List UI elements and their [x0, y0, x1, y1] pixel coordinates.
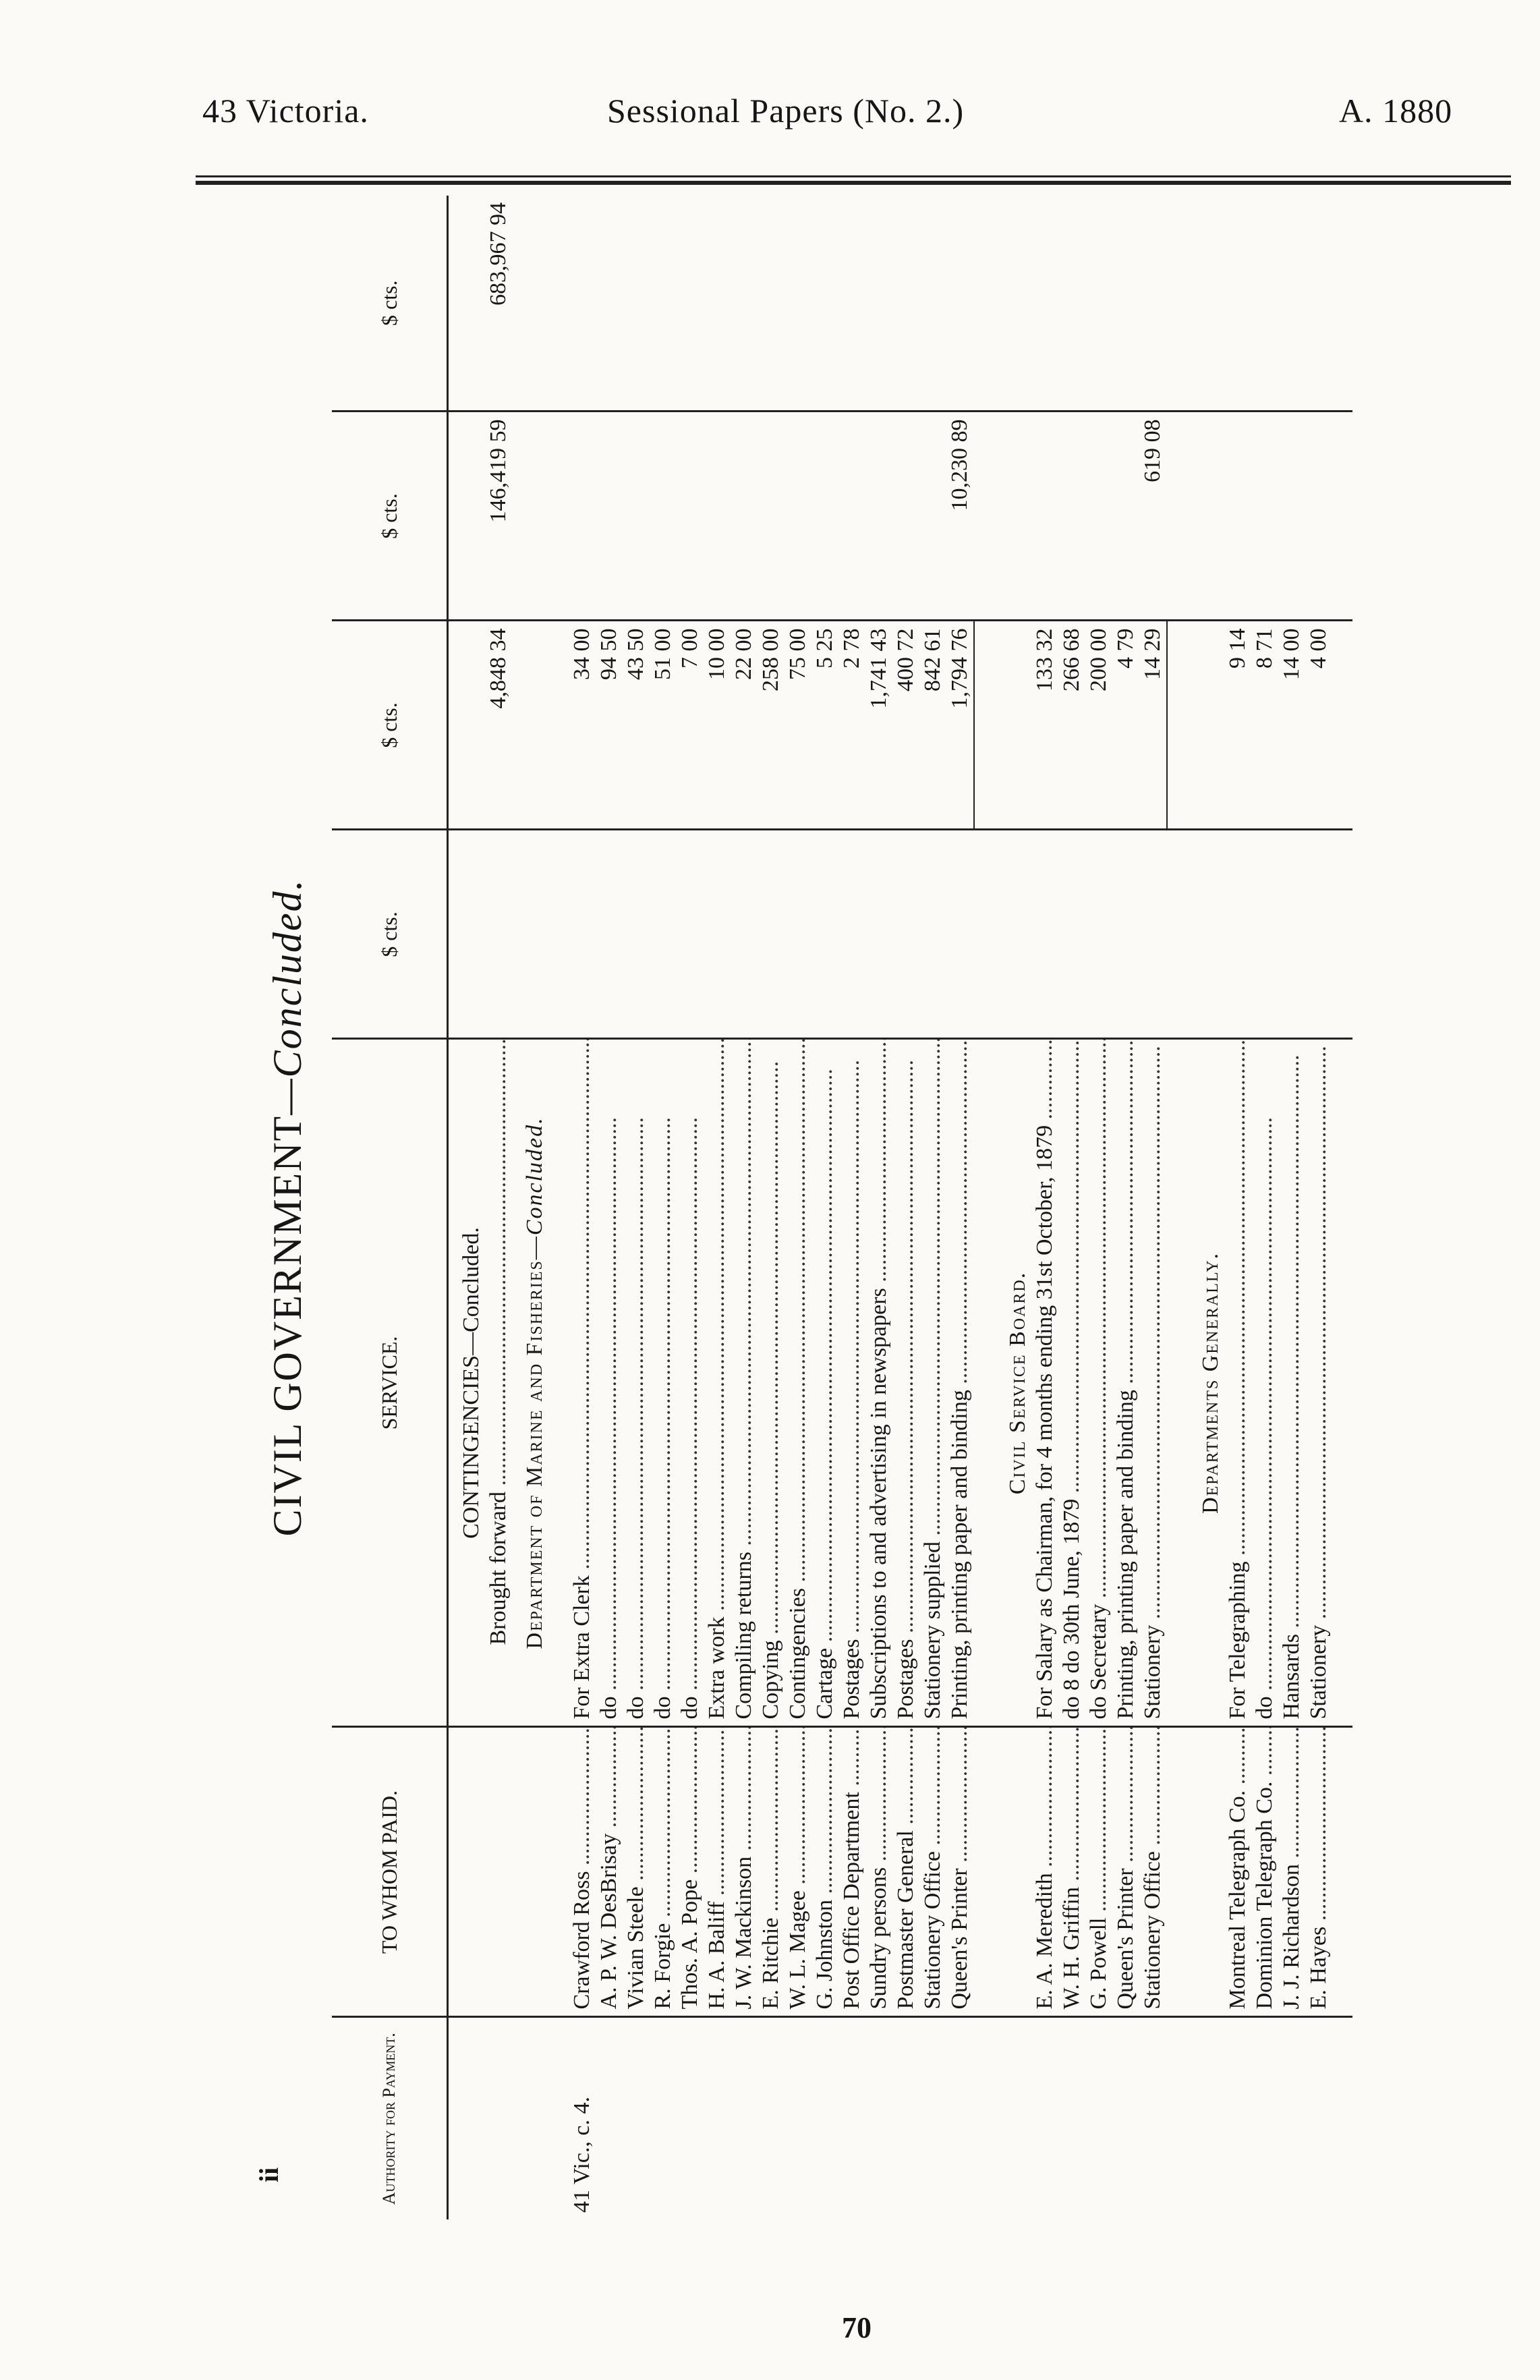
contingencies-heading: CONTINGENCIES—Concluded. [448, 1039, 486, 1727]
blank-money-cell [1278, 196, 1305, 412]
blank-money-cell [758, 196, 785, 412]
amount-cell: 842 61 [919, 621, 946, 830]
payee-cell: Vivian Steele ..... [623, 1727, 650, 2017]
authority-cell [596, 2017, 623, 2219]
spacer-cell [974, 1039, 995, 1727]
spacer-cell [974, 196, 995, 412]
service-cell: do ..... [677, 1039, 704, 1727]
spacer-cell [1332, 2017, 1352, 2219]
blank-money-cell [946, 196, 974, 412]
rotated-table-page [264, 196, 1499, 2219]
blank-money-cell [623, 196, 650, 412]
service-cell: Contingencies ..... [785, 1039, 811, 1727]
table-row [758, 196, 785, 2219]
blank-money-cell [1139, 196, 1167, 412]
service-cell: do ..... [596, 1039, 623, 1727]
brought-forward-label: Brought forward ..... [485, 1039, 512, 1727]
payee-cell: Stationery Office ..... [919, 1727, 946, 2017]
blank-money-cell [569, 830, 596, 1039]
payee-cell: G. Powell ..... [1085, 1727, 1112, 2017]
authority-cell [1112, 2017, 1139, 2219]
blank-money-cell [1058, 830, 1085, 1039]
payee-cell: R. Forgie ..... [650, 1727, 677, 2017]
blank-money-cell [892, 830, 919, 1039]
authority-cell [785, 2017, 811, 2219]
col-to-whom-paid: TO WHOM PAID. [332, 1727, 448, 2017]
authority-cell [704, 2017, 731, 2219]
blank-money-cell [731, 830, 758, 1039]
payee-cell: Crawford Ross ..... [569, 1727, 596, 2017]
service-cell: do ..... [623, 1039, 650, 1727]
payee-cell: W. H. Griffin ..... [1058, 1727, 1085, 2017]
total-cell [919, 412, 946, 621]
header-sessional-papers: Sessional Papers (No. 2.) [607, 92, 965, 130]
blank-money-cell [1139, 830, 1167, 1039]
payee-cell: J. W. Mackinson ..... [731, 1727, 758, 2017]
service-cell: Stationery supplied ..... [919, 1039, 946, 1727]
total-cell: 10,230 89 [946, 412, 974, 621]
marine-heading: Department of Marine and Fisheries—Concluded. [512, 1039, 548, 1727]
spacer-cell [1167, 1727, 1188, 2017]
amount-cell: 51 00 [650, 621, 677, 830]
amount-cell: 4 79 [1112, 621, 1139, 830]
service-cell: Cartage ..... [811, 1039, 838, 1727]
amount-cell: 4 00 [1305, 621, 1332, 830]
table-row [569, 196, 596, 2219]
authority-cell [1058, 2017, 1085, 2219]
payee-cell: Queen's Printer ..... [1112, 1727, 1139, 2017]
amount-cell: 133 32 [1031, 621, 1058, 830]
blank-money-cell [650, 196, 677, 412]
table-row [811, 196, 838, 2219]
spacer-cell [1332, 196, 1352, 412]
total-cell [1085, 412, 1112, 621]
blank-money-cell [1224, 196, 1251, 412]
spacer-cell [1332, 830, 1352, 1039]
authority-cell [1031, 2017, 1058, 2219]
service-cell: do ..... [650, 1039, 677, 1727]
authority-cell [1139, 2017, 1167, 2219]
authority-cell [650, 2017, 677, 2219]
blank-money-cell [704, 830, 731, 1039]
brought-forward-row [485, 196, 512, 2219]
blank-money-cell [811, 830, 838, 1039]
service-cell: For Telegraphing ..... [1224, 1039, 1251, 1727]
brought-forward-amount-3: 683,967 94 [485, 196, 512, 412]
payee-cell: Queen's Printer ..... [946, 1727, 974, 2017]
blank-money-cell [758, 830, 785, 1039]
departments-rows [1224, 196, 1352, 2219]
table-row [785, 196, 811, 2219]
table-row [596, 196, 623, 2219]
table-row [1251, 196, 1278, 2219]
table-row [919, 196, 946, 2219]
amount-cell: 258 00 [758, 621, 785, 830]
blank-money-cell [650, 830, 677, 1039]
amount-cell: 14 29 [1139, 621, 1167, 830]
blank-money-cell [1305, 196, 1332, 412]
service-cell: Postages ..... [892, 1039, 919, 1727]
header-rule-thin [196, 175, 1511, 177]
total-cell [677, 412, 704, 621]
payee-cell: Thos. A. Pope ..... [677, 1727, 704, 2017]
authority-cell [1305, 2017, 1332, 2219]
authority-cell [919, 2017, 946, 2219]
table-row [1305, 196, 1332, 2219]
blank-money-cell [1031, 830, 1058, 1039]
table-row [865, 196, 892, 2219]
total-cell [758, 412, 785, 621]
payee-cell: G. Johnston ..... [811, 1727, 838, 2017]
authority-cell [758, 2017, 785, 2219]
service-cell: For Extra Clerk ..... [569, 1039, 596, 1727]
total-cell [596, 412, 623, 621]
spacer-cell [1332, 1039, 1352, 1727]
blank-money-cell [1251, 830, 1278, 1039]
blank-money-cell [1305, 830, 1332, 1039]
blank-money-cell [838, 830, 865, 1039]
spacer-cell [1167, 2017, 1188, 2219]
blank-money-cell [785, 830, 811, 1039]
blank-money-cell [1112, 196, 1139, 412]
amount-cell: 10 00 [704, 621, 731, 830]
running-header [0, 0, 1540, 142]
authority-cell [1085, 2017, 1112, 2219]
table-row [1031, 196, 1058, 2219]
total-cell: 619 08 [1139, 412, 1167, 621]
table-row [677, 196, 704, 2219]
payee-cell: Stationery Office ..... [1139, 1727, 1167, 2017]
payee-cell: W. L. Magee ..... [785, 1727, 811, 2017]
brought-forward-amount-2: 146,419 59 [485, 412, 512, 621]
amount-cell: 34 00 [569, 621, 596, 830]
payee-cell: H. A. Baliff ..... [704, 1727, 731, 2017]
payee-cell: Post Office Department ..... [838, 1727, 865, 2017]
authority-cell [811, 2017, 838, 2219]
title-sub: —Concluded. [265, 878, 310, 1115]
service-cell: Postages ..... [838, 1039, 865, 1727]
payee-cell: Postmaster General ..... [892, 1727, 919, 2017]
table-row [946, 196, 974, 2219]
blank-money-cell [704, 196, 731, 412]
amount-cell: 22 00 [731, 621, 758, 830]
table-row [892, 196, 919, 2219]
spacer-cell [974, 621, 995, 830]
amount-cell: 2 78 [838, 621, 865, 830]
blank-money-cell [1058, 196, 1085, 412]
service-cell: Printing, printing paper and binding ..... [1112, 1039, 1139, 1727]
spacer-cell [1332, 412, 1352, 621]
authority-cell [946, 2017, 974, 2219]
blank-money-cell [1251, 196, 1278, 412]
service-cell: Stationery ..... [1305, 1039, 1332, 1727]
table-row [650, 196, 677, 2219]
col-service: SERVICE. [332, 1039, 448, 1727]
blank-money-cell [1031, 196, 1058, 412]
spacer-cell [1332, 1727, 1352, 2017]
col-money-3: $ cts. [332, 412, 448, 621]
service-cell: do 8 do 30th June, 1879 ..... [1058, 1039, 1085, 1727]
spacer-cell [1332, 621, 1352, 830]
total-cell [623, 412, 650, 621]
payee-cell: E. Hayes ..... [1305, 1727, 1332, 2017]
civil-service-heading-row [995, 196, 1031, 2219]
table-row [731, 196, 758, 2219]
authority-cell [623, 2017, 650, 2219]
table-row [1278, 196, 1305, 2219]
table-row [1139, 196, 1167, 2219]
amount-cell: 14 00 [1278, 621, 1305, 830]
blank-money-cell [1224, 830, 1251, 1039]
blank-money-cell [677, 196, 704, 412]
service-cell: Copying ..... [758, 1039, 785, 1727]
authority-cell [892, 2017, 919, 2219]
total-cell [785, 412, 811, 621]
blank-money-cell [596, 830, 623, 1039]
blank-money-cell [1112, 830, 1139, 1039]
blank-money-cell [919, 830, 946, 1039]
blank-money-cell [677, 830, 704, 1039]
amount-cell: 200 00 [1085, 621, 1112, 830]
spacer-cell [974, 2017, 995, 2219]
authority-cell [1278, 2017, 1305, 2219]
blank-money-cell [785, 196, 811, 412]
spacer-cell [974, 412, 995, 621]
table-row [623, 196, 650, 2219]
title-main: CIVIL GOVERNMENT [265, 1114, 310, 1537]
authority-cell: 41 Vic., c. 4. [569, 2096, 594, 2213]
amount-cell: 9 14 [1224, 621, 1251, 830]
table-row [1058, 196, 1085, 2219]
service-cell: do ..... [1251, 1039, 1278, 1727]
total-cell [892, 412, 919, 621]
payee-cell: Sundry persons ..... [865, 1727, 892, 2017]
total-cell [1031, 412, 1058, 621]
service-cell: Hansards ..... [1278, 1039, 1305, 1727]
authority-cell [1224, 2017, 1251, 2219]
blank-money-cell [569, 196, 596, 412]
blank-money-cell [623, 830, 650, 1039]
service-cell: do Secretary ..... [1085, 1039, 1112, 1727]
col-money-2: $ cts. [332, 621, 448, 830]
total-cell [1224, 412, 1251, 621]
table-row [704, 196, 731, 2219]
header-session: 43 Victoria. [202, 92, 369, 130]
amount-cell: 400 72 [892, 621, 919, 830]
spacer-cell [1167, 1039, 1188, 1727]
blank-money-cell [946, 830, 974, 1039]
blank-money-cell [919, 196, 946, 412]
blank-money-cell [731, 196, 758, 412]
blank-money-cell [865, 196, 892, 412]
total-cell [1251, 412, 1278, 621]
total-cell [1058, 412, 1085, 621]
amount-cell: 266 68 [1058, 621, 1085, 830]
blank-money-cell [838, 196, 865, 412]
col-authority: Authority for Payment. [332, 2017, 448, 2219]
page-roman-numeral: ii [254, 2167, 284, 2182]
spacer-cell [1167, 621, 1188, 830]
payee-cell: Dominion Telegraph Co. ..... [1251, 1727, 1278, 2017]
blank-money-cell [1278, 830, 1305, 1039]
payee-cell: E. Ritchie ..... [758, 1727, 785, 2017]
page-title [264, 196, 325, 2219]
authority-cell [677, 2017, 704, 2219]
amount-cell: 75 00 [785, 621, 811, 830]
payee-cell: Montreal Telegraph Co. ..... [1224, 1727, 1251, 2017]
amount-cell: 43 50 [623, 621, 650, 830]
table-header-row [332, 196, 448, 2219]
table-row [1224, 196, 1251, 2219]
payee-cell: J. J. Richardson ..... [1278, 1727, 1305, 2017]
blank-money-cell [892, 196, 919, 412]
total-cell [569, 412, 596, 621]
total-cell [704, 412, 731, 621]
total-cell [811, 412, 838, 621]
blank-money-cell [596, 196, 623, 412]
amount-cell: 7 00 [677, 621, 704, 830]
spacer-cell [974, 830, 995, 1039]
total-cell [838, 412, 865, 621]
service-cell: Compiling returns ..... [731, 1039, 758, 1727]
contingencies-heading-row [448, 196, 486, 2219]
authority-cell [838, 2017, 865, 2219]
departments-heading: Departments Generally. [1188, 1039, 1224, 1727]
table-row [1112, 196, 1139, 2219]
payee-cell: A. P. W. DesBrisay ..... [596, 1727, 623, 2017]
blank-money-cell [811, 196, 838, 412]
col-money-4: $ cts. [332, 196, 448, 412]
authority-cell [1251, 2017, 1278, 2219]
header-year: A. 1880 [1339, 92, 1453, 130]
total-cell [1278, 412, 1305, 621]
marine-rows [569, 196, 995, 2219]
service-cell: Stationery ..... [1139, 1039, 1167, 1727]
service-cell: Extra work ..... [704, 1039, 731, 1727]
table-row [1085, 196, 1112, 2219]
service-cell: Subscriptions to and advertising in newspapers ..... [865, 1039, 892, 1727]
header-rule-thick [196, 181, 1511, 185]
total-cell [650, 412, 677, 621]
total-cell [1112, 412, 1139, 621]
authority-cell [865, 2017, 892, 2219]
service-cell: For Salary as Chairman, for 4 months ending 31st October, 1879 ..... [1031, 1039, 1058, 1727]
spacer-cell [1167, 830, 1188, 1039]
amount-cell: 5 25 [811, 621, 838, 830]
total-cell [731, 412, 758, 621]
amount-cell: 8 71 [1251, 621, 1278, 830]
blank-money-cell [1085, 830, 1112, 1039]
departments-heading-row [1188, 196, 1224, 2219]
accounts-table [332, 196, 1499, 2219]
amount-cell: 94 50 [596, 621, 623, 830]
civil-service-heading: Civil Service Board. [995, 1039, 1031, 1727]
amount-cell: 1,741 43 [865, 621, 892, 830]
spacer-cell [1167, 196, 1188, 412]
table-row [838, 196, 865, 2219]
authority-cell [731, 2017, 758, 2219]
blank-money-cell [1085, 196, 1112, 412]
amount-cell: 1,794 76 [946, 621, 974, 830]
total-cell [865, 412, 892, 621]
page-number: 70 [842, 2311, 872, 2344]
civil-service-rows [1031, 196, 1188, 2219]
brought-forward-amount-1: 4,848 34 [485, 621, 512, 830]
total-cell [1305, 412, 1332, 621]
service-cell: Printing, printing paper and binding ..... [946, 1039, 974, 1727]
col-money-1: $ cts. [332, 830, 448, 1039]
spacer-cell [974, 1727, 995, 2017]
payee-cell: E. A. Meredith ..... [1031, 1727, 1058, 2017]
marine-heading-row [512, 196, 548, 2219]
spacer-cell [1167, 412, 1188, 621]
blank-money-cell [865, 830, 892, 1039]
